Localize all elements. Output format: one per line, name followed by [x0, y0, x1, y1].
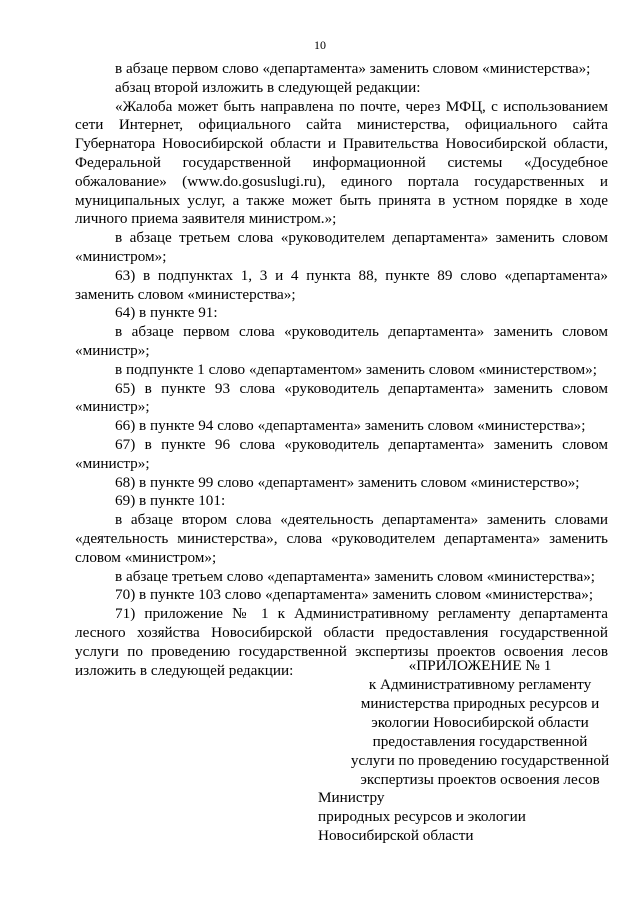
- appendix-heading-line: предоставления государственной: [372, 733, 588, 750]
- appendix-heading-line: к Административному регламенту: [368, 676, 592, 693]
- paragraph: 68) в пункте 99 слово «департамент» заменить словом «министерство»;: [115, 473, 580, 491]
- paragraph: в абзаце первом слово «департамента» заменить словом «министерства»;: [115, 60, 591, 77]
- paragraph: 65) в пункте 93 слова «руководитель департамента» заменить словом «министр»;: [75, 379, 608, 416]
- appendix-heading-line: экспертизы проектов освоения лесов: [360, 771, 600, 788]
- paragraph: 69) в пункте 101:: [115, 492, 226, 510]
- appendix-heading-line: экологии Новосибирской области: [371, 714, 589, 731]
- paragraph: в абзаце третьем слова «руководителем департамента» заменить словом «министром»;: [75, 229, 608, 265]
- page-number: 10: [314, 38, 326, 52]
- paragraph: 66) в пункте 94 слово «департамента» заменить словом «министерства»;: [115, 417, 586, 435]
- addressee-line: Министру: [318, 789, 385, 806]
- paragraph: 64) в пункте 91:: [115, 304, 218, 322]
- appendix-heading-line: министерства природных ресурсов и: [360, 695, 600, 712]
- paragraph: «Жалоба может быть направлена по почте, через МФЦ, с использованием сети Интернет, официального сайта министерства, официального сайта Губернатора Новосибирской области и Правительства Новосибирской области, Федеральной государственной информационной системы «Досудебное обжалование» (www.do.gosuslugi.ru), единого портала государственных и муниципальных услуг, а также может быть принята в устном порядке в ходе личного приема заявителя министром.»;: [75, 97, 608, 228]
- document-body: [75, 60, 608, 680]
- paragraph: в абзаце третьем слово «департамента» заменить словом «министерства»;: [115, 567, 596, 585]
- paragraph: в абзаце первом слова «руководитель департамента» заменить словом «министр»;: [75, 323, 608, 359]
- appendix-heading: [330, 656, 630, 789]
- addressee-line: природных ресурсов и экологии: [318, 808, 526, 825]
- paragraph: 71) приложение № 1 к Административному регламенту департамента лесного хозяйства Новосибирской области предоставления государственной услуги по проведению государственной экспертизы проектов освоения лесов изложить в следующей редакции:: [75, 605, 608, 679]
- paragraph: 63) в подпунктах 1, 3 и 4 пункта 88, пункте 89 слово «департамента» заменить словом «министерства»;: [75, 266, 608, 303]
- appendix-heading-line: «ПРИЛОЖЕНИЕ № 1: [408, 657, 552, 674]
- addressee-line: Новосибирской области: [318, 827, 474, 844]
- paragraph: 67) в пункте 96 слова «руководитель департамента» заменить словом «министр»;: [75, 435, 608, 472]
- paragraph: в абзаце втором слова «деятельность департамента» заменить словами «деятельность министерства», слова «руководителем департамента» заменить словом «министром»;: [75, 511, 608, 566]
- paragraph: абзац второй изложить в следующей редакции:: [115, 78, 421, 96]
- paragraph: 70) в пункте 103 слово «департамента» заменить словом «министерства»;: [115, 586, 594, 604]
- addressee-block: [318, 788, 526, 845]
- appendix-heading-line: услуги по проведению государственной: [350, 752, 610, 769]
- paragraph: в подпункте 1 слово «департаментом» заменить словом «министерством»;: [115, 360, 597, 378]
